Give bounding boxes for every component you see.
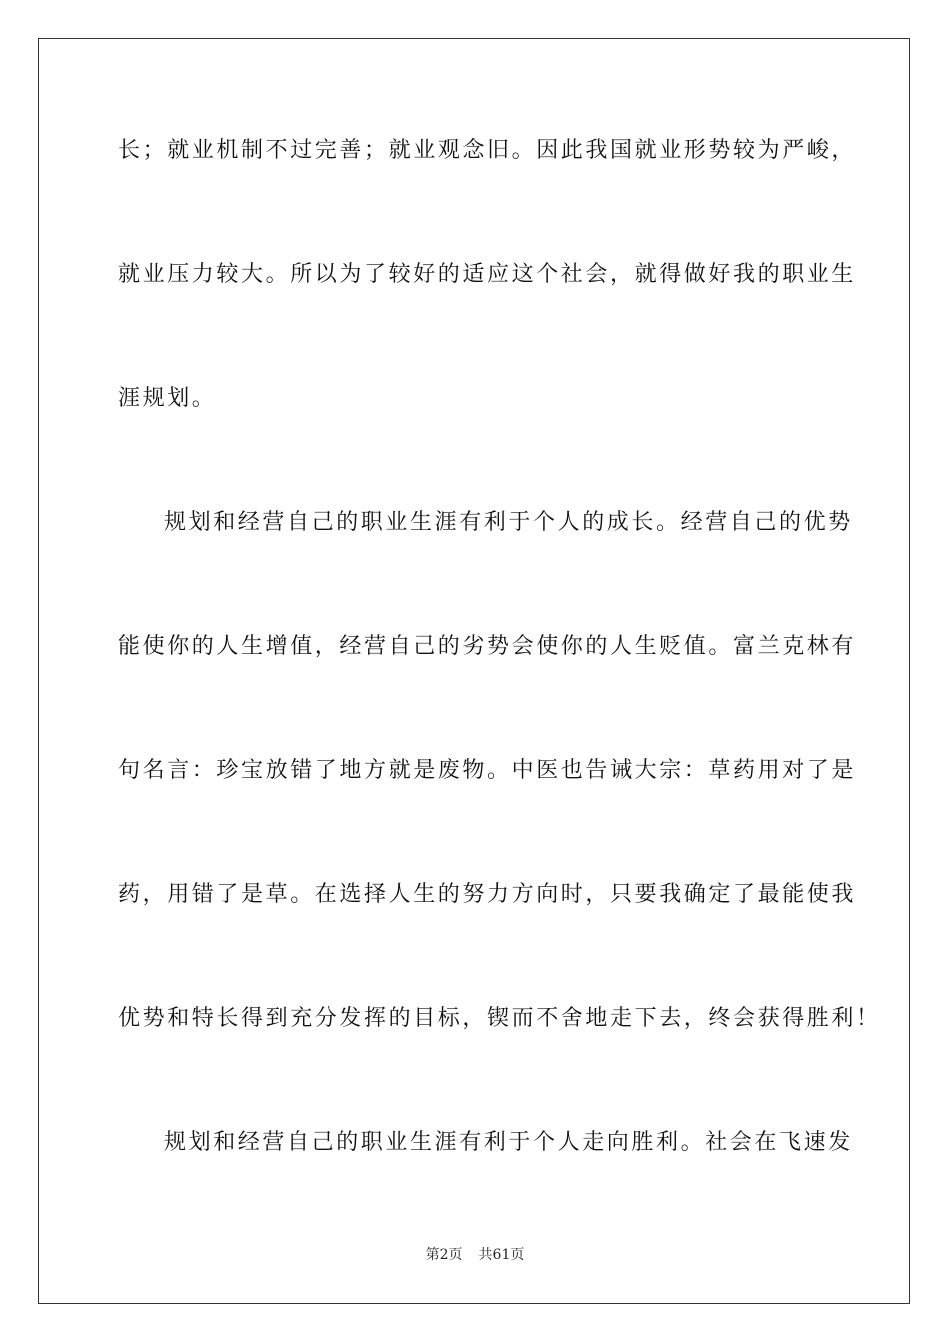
page-number: 第2页: [425, 1247, 463, 1263]
paragraph-first-line: 规划和经营自己的职业生涯有利于个人的成长。经营自己的优势: [164, 510, 853, 535]
text-line: 长；就业机制不过完善；就业观念旧。因此我国就业形势较为严峻，: [118, 138, 857, 163]
total-pages: 共61页: [478, 1247, 525, 1263]
text-line: 就业压力较大。所以为了较好的适应这个社会，就得做好我的职业生: [118, 262, 857, 287]
page-border: [38, 38, 910, 1304]
text-line: 能使你的人生增值，经营自己的劣势会使你的人生贬值。富兰克林有: [118, 634, 857, 659]
text-line: 优势和特长得到充分发挥的目标，锲而不舍地走下去，终会获得胜利！: [118, 1006, 881, 1031]
paragraph-first-line: 规划和经营自己的职业生涯有利于个人走向胜利。社会在飞速发: [164, 1130, 853, 1155]
text-line: 药，用错了是草。在选择人生的努力方向时，只要我确定了最能使我: [118, 882, 857, 907]
text-line: 涯规划。: [118, 386, 217, 411]
page-footer: [0, 1246, 950, 1264]
text-line: 句名言：珍宝放错了地方就是废物。中医也告诫大宗：草药用对了是: [118, 758, 857, 783]
